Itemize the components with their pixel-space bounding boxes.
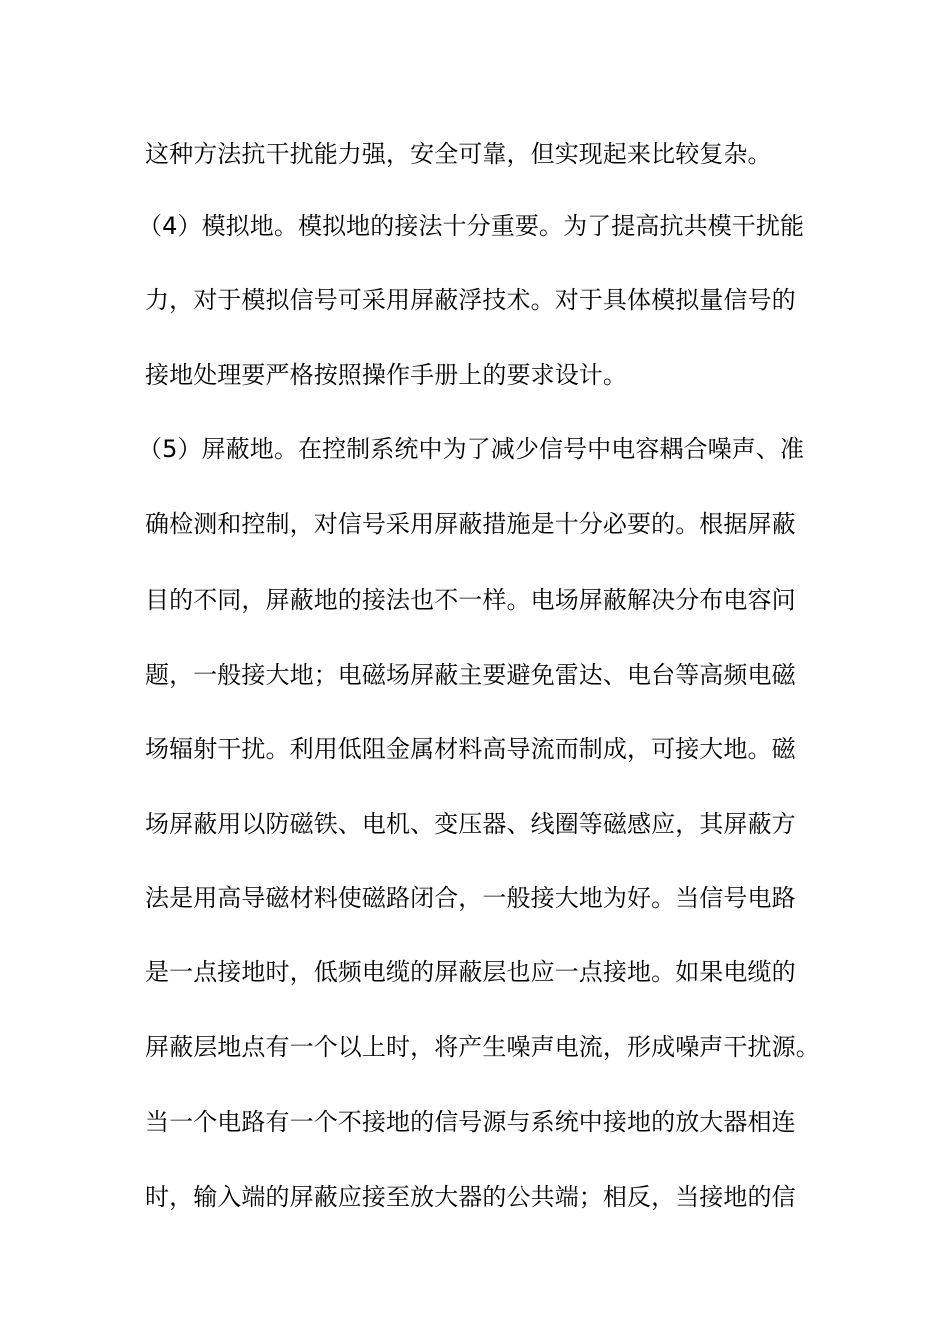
text-line: 题，一般接大地；电磁场屏蔽主要避免雷达、电台等高频电磁 <box>145 661 796 689</box>
text-line: 这种方法抗干扰能力强，安全可靠，但实现起来比较复杂。 <box>145 140 772 168</box>
text-line: 场辐射干扰。利用低阻金属材料高导流而制成，可接大地。磁 <box>145 735 796 763</box>
text-line: 目的不同，屏蔽地的接法也不一样。电场屏蔽解决分布电容问 <box>145 586 796 614</box>
text-line: 场屏蔽用以防磁铁、电机、变压器、线圈等磁感应，其屏蔽方 <box>145 810 796 838</box>
text-line: （4）模拟地。模拟地的接法十分重要。为了提高抗共模干扰能 <box>138 212 805 240</box>
text-line: 屏蔽层地点有一个以上时，将产生噪声电流，形成噪声干扰源。 <box>145 1033 820 1061</box>
text-line: 确检测和控制，对信号采用屏蔽措施是十分必要的。根据屏蔽 <box>145 510 796 538</box>
text-line: 力，对于模拟信号可采用屏蔽浮技术。对于具体模拟量信号的 <box>145 286 796 314</box>
text-line: （5）屏蔽地。在控制系统中为了减少信号中电容耦合噪声、准 <box>138 435 805 463</box>
text-line: 法是用高导磁材料使磁路闭合，一般接大地为好。当信号电路 <box>145 884 796 912</box>
text-line: 当一个电路有一个不接地的信号源与系统中接地的放大器相连 <box>145 1108 796 1136</box>
text-line: 时，输入端的屏蔽应接至放大器的公共端；相反，当接地的信 <box>145 1183 796 1211</box>
text-line: 是一点接地时，低频电缆的屏蔽层也应一点接地。如果电缆的 <box>145 958 796 986</box>
text-line: 接地处理要严格按照操作手册上的要求设计。 <box>145 361 627 389</box>
